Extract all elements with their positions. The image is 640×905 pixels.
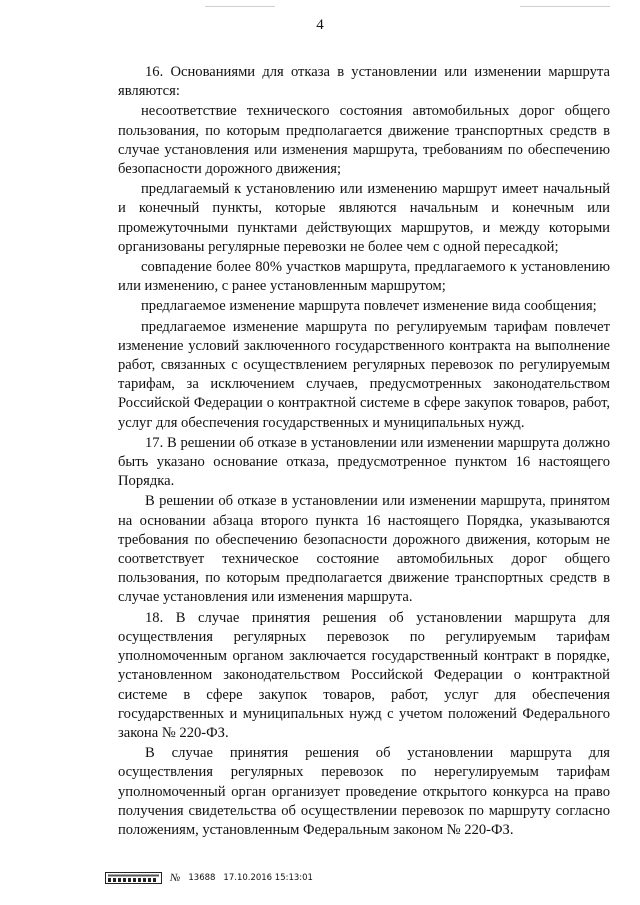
list-item: несоответствие технического состояния автомобильных дорог общего пользования, по которым предполагается движение транспортных средств в случае установления или изменения маршрута, требованиям по обеспечению безопасности дорожного движения; xyxy=(118,103,610,178)
scan-artifact-left xyxy=(205,6,275,7)
document-body xyxy=(118,63,610,840)
list-item: совпадение более 80% участков маршрута, предлагаемого к установлению или изменению, с ранее установленным маршрутом; xyxy=(118,259,610,295)
document-stamp xyxy=(105,871,313,885)
paragraph-18: 18. В случае принятия решения об установлении маршрута для осуществления регулярных перевозок по регулируемым тарифам уполномоченным органом заключается государственный контракт в порядке, установленном законодательством Российской Федерации о контрактной системе в сфере закупок товаров, работ, услуг для обеспечения государственных и муниципальных нужд с учетом положений Федерального закона № 220-ФЗ. xyxy=(118,609,610,741)
footer-doc-number: 13688 xyxy=(188,873,216,883)
footer-timestamp: 17.10.2016 15:13:01 xyxy=(223,873,313,883)
paragraph-17-continued: В решении об отказе в установлении или изменении маршрута, принятом на основании абзаца второго пункта 16 настоящего Порядка, указываются требования по обеспечению безопасности дорожного движения, которым не соответствует техническое состояние автомобильных дорог общего пользования, по которым предполагается движение транспортных средств в случае установления или изменения маршрута. xyxy=(118,493,610,606)
page-number: 4 xyxy=(316,17,324,33)
paragraph-18-continued: В случае принятия решения об установлении маршрута для осуществления регулярных перевозок по нерегулируемым тарифам уполномоченный орган организует проведение открытого конкурса на право получения свидетельства об осуществлении перевозок по маршруту согласно положениям, установленным Федеральным законом № 220-ФЗ. xyxy=(118,745,610,838)
list-item: предлагаемое изменение маршрута повлечет изменение вида сообщения; xyxy=(141,298,597,315)
paragraph-16: 16. Основаниями для отказа в установлении или изменении маршрута являются: xyxy=(118,64,610,100)
list-item: предлагаемый к установлению или изменению маршрут имеет начальный и конечный пункты, которые являются начальным и конечным или промежуточными пунктами действующих маршрутов, и между которыми организованы регулярные перевозки не более чем с одной пересадкой; xyxy=(118,181,610,255)
footer-number-sign: № xyxy=(170,872,181,884)
list-item: предлагаемое изменение маршрута по регулируемым тарифам повлечет изменение условий заключенного государственного контракта на выполнение работ, связанных с осуществлением регулярных перевозок по регулируемым тарифам, за исключением случаев, предусмотренных законодательством Российской Федерации о контрактной системе в сфере закупок товаров, работ, услуг для обеспечения государственных и муниципальных нужд. xyxy=(118,318,610,431)
paragraph-17: 17. В решении об отказе в установлении или изменении маршрута должно быть указано основание отказа, предусмотренное пунктом 16 настоящего Порядка. xyxy=(118,434,610,490)
scan-artifact-right xyxy=(520,6,610,7)
government-logo-icon xyxy=(105,872,162,884)
